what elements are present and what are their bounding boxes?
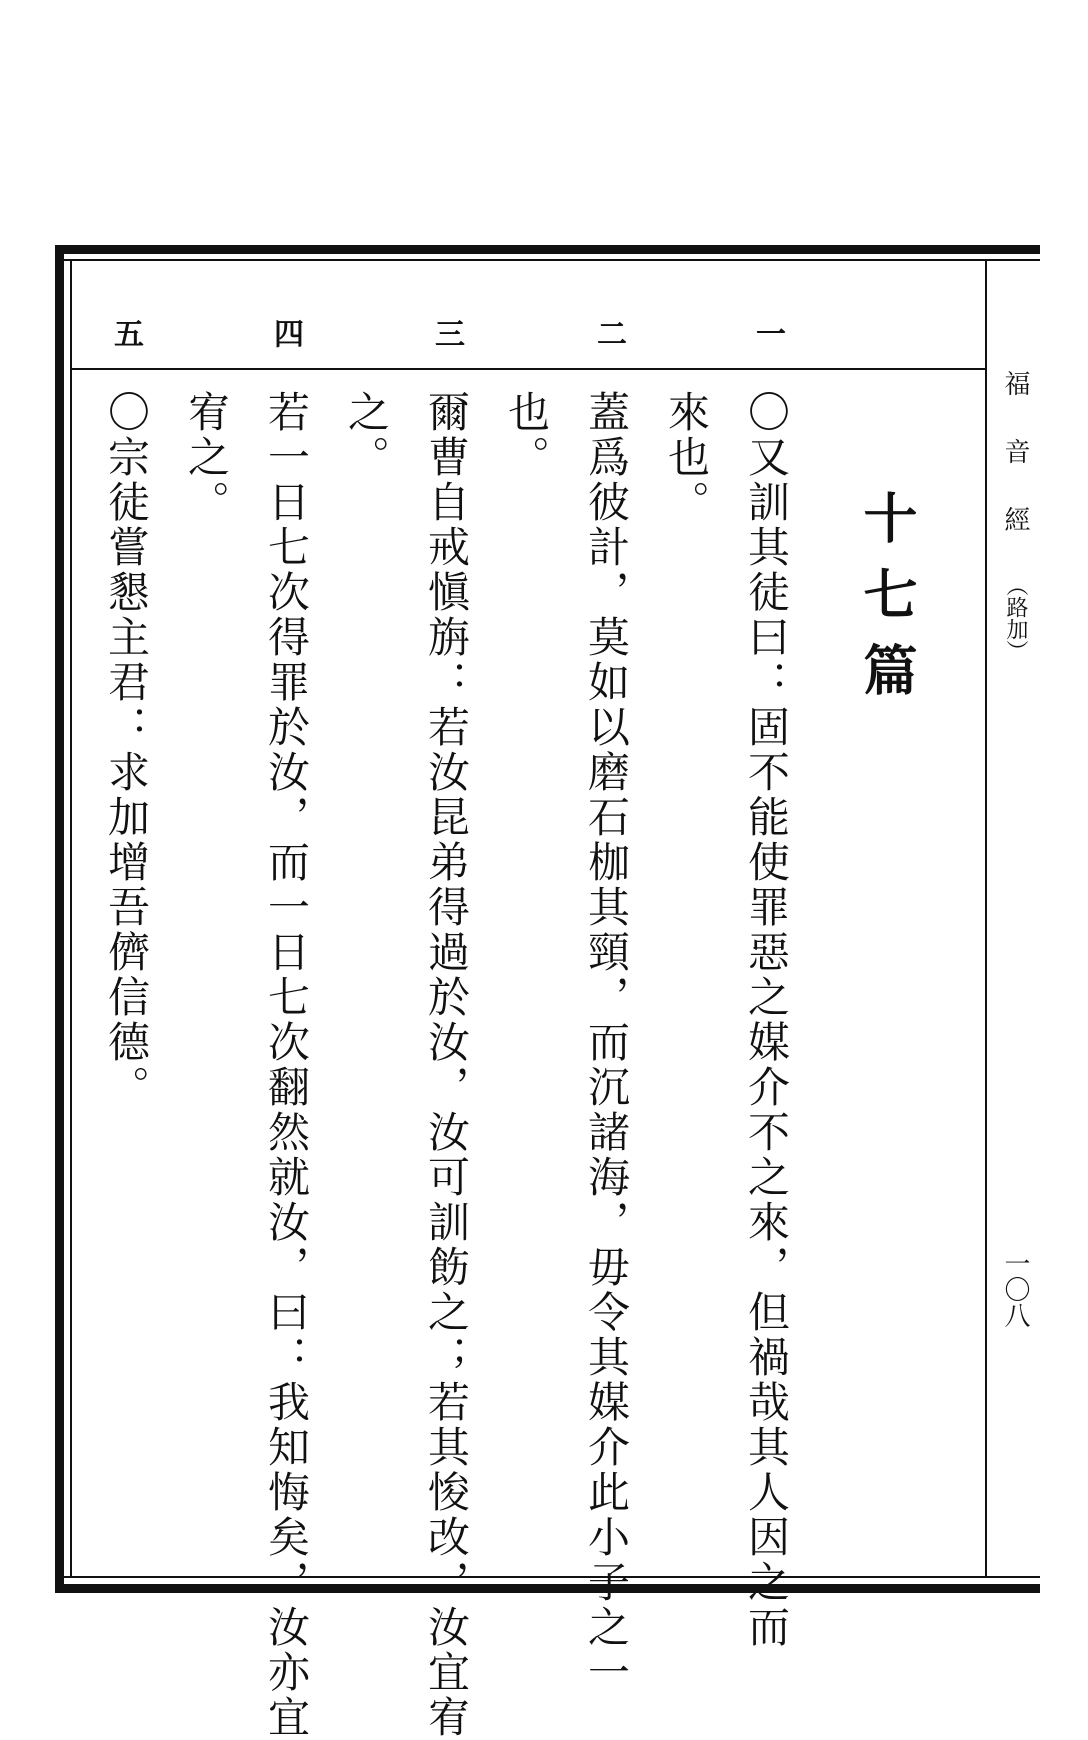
page-number: 一〇八	[1000, 1250, 1030, 1328]
verse-number-rule	[72, 368, 985, 370]
text-column-2: 來也。	[662, 390, 711, 525]
running-head-subtitle: （路加）	[1003, 574, 1028, 662]
running-head-book: 福音經	[1000, 370, 1030, 574]
text-column-4: 也。	[502, 390, 551, 480]
margin-divider	[985, 259, 987, 1578]
verse-number-1: 一	[750, 318, 785, 348]
verse-number-3: 三	[429, 318, 464, 348]
verse-number-2: 二	[591, 318, 626, 348]
text-column-5: 爾曹自戒愼旃：若汝昆弟得過於汝，汝可訓飭之；若其悛改，汝宜宥	[422, 390, 471, 1740]
frame-left-border	[55, 245, 64, 1593]
frame-top-border	[55, 245, 1040, 254]
text-column-8: 宥之。	[182, 390, 231, 525]
verse-number-5: 五	[108, 318, 143, 348]
text-column-7: 若一日七次得罪於汝，而一日七次翻然就汝，曰：我知悔矣，汝亦宜	[262, 390, 311, 1740]
text-column-6: 之。	[342, 390, 391, 480]
frame-left-inner-border	[70, 259, 72, 1578]
text-column-9: 〇宗徒嘗懇主君：求加增吾儕信德。	[102, 390, 151, 1110]
chapter-title: 十七篇	[855, 490, 919, 718]
frame-bottom-border	[55, 1584, 1040, 1593]
frame-top-inner-border	[55, 259, 1040, 261]
frame-bottom-inner-border	[55, 1576, 1040, 1578]
verse-number-4: 四	[268, 318, 303, 348]
text-column-3: 蓋爲彼計，莫如以磨石枷其頸，而沉諸海，毋令其媒介此小子之一	[582, 390, 631, 1695]
running-head	[1002, 370, 1028, 662]
text-column-1: 〇又訓其徒曰：固不能使罪惡之媒介不之來，但禍哉其人因之而	[742, 390, 791, 1650]
